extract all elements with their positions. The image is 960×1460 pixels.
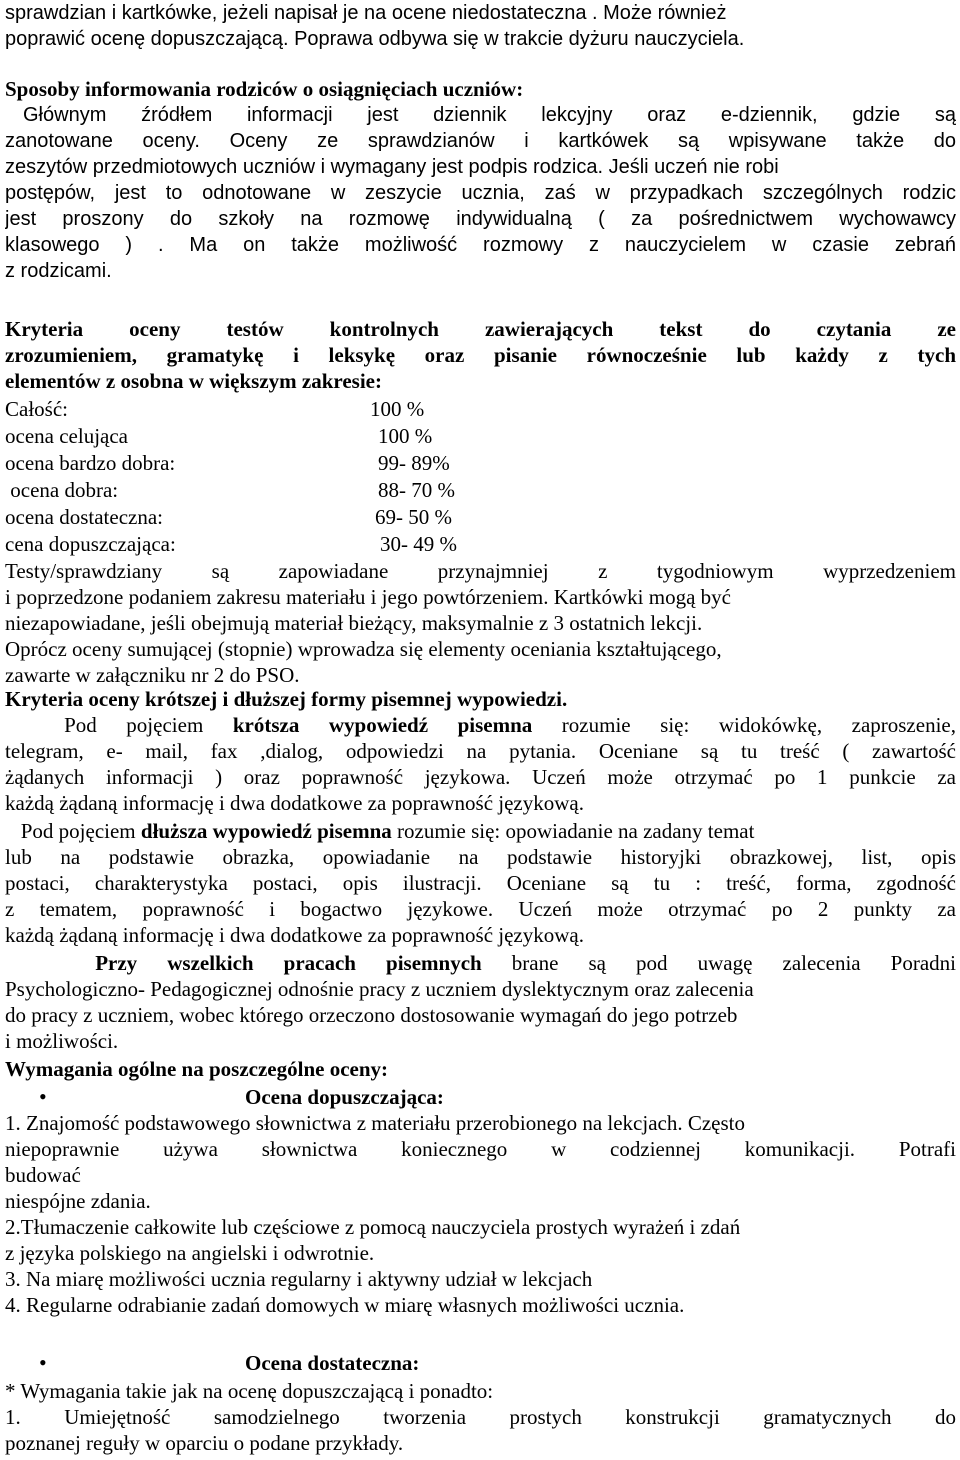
paragraph-line: Głównym źródłem informacji jest dziennik lekcyjny oraz e-dziennik, gdzie są (23, 104, 956, 126)
paragraph-line: Oprócz oceny sumującej (stopnie) wprowadza się elementy oceniania kształtującego, (5, 637, 722, 661)
paragraph-line: Testy/sprawdziany są zapowiadane przynajmniej z tygodniowym wyprzedzeniem (5, 559, 956, 583)
bullet-icon: • (39, 1084, 47, 1109)
grade-label: ocena celująca (5, 424, 128, 448)
paragraph-line: 1. Znajomość podstawowego słownictwa z materiału przerobionego na lekcjach. Często (5, 1111, 746, 1135)
paragraph-line: niepoprawnie używa słownictwa koniecznego w codziennej komunikacji. Potrafi (5, 1137, 956, 1161)
paragraph-line: z języka polskiego na angielski i odwrotnie. (5, 1241, 375, 1265)
paragraph-line: z rodzicami. (5, 260, 112, 282)
paragraph-line: zawarte w załączniku nr 2 do PSO. (5, 663, 300, 687)
term-all-written: Przy wszelkich pracach pisemnych (5, 951, 482, 975)
grade-value: 69- 50 % (375, 505, 452, 529)
term-short-form: krótsza wypowiedź pisemna (232, 713, 533, 737)
bullet-icon: • (39, 1350, 47, 1375)
paragraph-line (5, 712, 956, 738)
paragraph-line (5, 950, 956, 976)
paragraph-line: jest proszony do szkoły na rozmowę indywidualną ( za pośrednictwem wychowawcy (5, 208, 956, 230)
paragraph-line: poprawić ocenę dopuszczającą. Poprawa odbywa się w trakcie dyżuru nauczyciela. (5, 28, 745, 50)
paragraph-line: sprawdzian i kartkówke, jeżeli napisał je na ocene niedostateczna . Może również (5, 2, 727, 24)
paragraph-line: i możliwości. (5, 1029, 119, 1053)
line-text: Pod pojęciem (5, 713, 233, 737)
paragraph-line (5, 154, 956, 180)
grade-value: 100 % (370, 397, 425, 421)
grade-label: ocena bardzo dobra: (5, 451, 176, 475)
grade-value: 30- 49 % (380, 532, 457, 556)
grade-value: 88- 70 % (378, 478, 455, 502)
grade-value: 100 % (378, 424, 433, 448)
line-text-tail: Jeśli uczeń nie robi (603, 156, 779, 178)
paragraph-line: żądanych informacji ) oraz poprawność językowa. Uczeń może otrzymać po 1 punkcie za (5, 765, 956, 789)
section-heading-criteria: elementów z osobna w większym zakresie: (5, 369, 382, 393)
grade-label: Całość: (5, 397, 68, 421)
term-long-form: dłuższa wypowiedź pisemna (140, 819, 392, 843)
grade-value: 99- 89% (378, 451, 450, 475)
paragraph-line: każdą żądaną informację i dwa dodatkowe za poprawność językową. (5, 923, 584, 947)
paragraph-line: 1. Umiejętność samodzielnego tworzenia prostych konstrukcji gramatycznych do (5, 1405, 956, 1429)
paragraph-line: * Wymagania takie jak na ocenę dopuszczającą i ponadto: (5, 1379, 494, 1403)
line-text: brane są pod uwagę zalecenia Poradni (481, 951, 956, 975)
grade-title: Ocena dopuszczająca: (245, 1085, 444, 1109)
section-heading-requirements: Wymagania ogólne na poszczególne oceny: (5, 1057, 389, 1081)
line-text: rozumie się: widokówkę, zaproszenie, (532, 713, 956, 737)
paragraph-line: każdą żądaną informację i dwa dodatkowe za poprawność językową. (5, 791, 584, 815)
paragraph-line: niespójne zdania. (5, 1189, 151, 1213)
paragraph-line: z tematem, poprawność i bogactwo językowe. Uczeń może otrzymać po 2 punkty za (5, 897, 956, 921)
section-heading-criteria: zrozumieniem, gramatykę i leksykę oraz pisanie równocześnie lub każdy z tych (5, 343, 956, 367)
paragraph-line: Psychologiczno- Pedagogicznej odnośnie pracy z uczniem dyslektycznym oraz zalecenia (5, 977, 754, 1001)
grade-label: ocena dobra: (5, 478, 119, 502)
paragraph-line: budować (5, 1163, 81, 1187)
grade-title: Ocena dostateczna: (245, 1351, 420, 1375)
paragraph-line: 3. Na miarę możliwości ucznia regularny i aktywny udział w lekcjach (5, 1267, 593, 1291)
paragraph-line: i poprzedzone podaniem zakresu materiału i jego powtórzeniem. Kartkówki mogą być (5, 585, 731, 609)
paragraph-line: 2.Tłumaczenie całkowite lub częściowe z pomocą nauczyciela prostych wyrażeń i zdań (5, 1215, 741, 1239)
section-heading-written: Kryteria oceny krótszej i dłuższej formy pisemnej wypowiedzi. (5, 687, 568, 711)
grade-label: cena dopuszczająca: (5, 532, 176, 556)
section-heading-criteria: Kryteria oceny testów kontrolnych zawierających tekst do czytania ze (5, 317, 956, 341)
line-text: Pod pojęciem (5, 819, 141, 843)
paragraph-line: zanotowane oceny. Oceny ze sprawdzianów i kartkówek są wpisywane także do (5, 130, 956, 152)
grade-label: ocena dostateczna: (5, 505, 163, 529)
paragraph-line: postaci, charakterystyka postaci, opis ilustracji. Oceniane są tu : treść, forma, zgodność (5, 871, 956, 895)
section-heading-informing: Sposoby informowania rodziców o osiągnięciach uczniów: (5, 77, 524, 101)
paragraph-line: niezapowiadane, jeśli obejmują materiał bieżący, maksymalnie z 3 ostatnich lekcji. (5, 611, 703, 635)
paragraph-line: postępów, jest to odnotowane w zeszycie ucznia, zaś w przypadkach szczególnych rodzic (5, 182, 956, 204)
paragraph-line: do pracy z uczniem, wobec którego orzeczono dostosowanie wymagań do jego potrzeb (5, 1003, 738, 1027)
line-text: zeszytów przedmiotowych uczniów i wymagany jest podpis rodzica. (5, 156, 604, 178)
paragraph-line (5, 818, 956, 844)
paragraph-line: 4. Regularne odrabianie zadań domowych w miarę własnych możliwości ucznia. (5, 1293, 685, 1317)
line-text: rozumie się: opowiadanie na zadany temat (391, 819, 755, 843)
paragraph-line: poznanej reguły w oparciu o podane przykłady. (5, 1431, 404, 1455)
paragraph-line: telegram, e- mail, fax ,dialog, odpowiedzi na pytania. Oceniane są tu treść ( zawartość (5, 739, 956, 763)
paragraph-line: klasowego ) . Ma on także możliwość rozmowy z nauczycielem w czasie zebrań (5, 234, 956, 256)
paragraph-line: lub na podstawie obrazka, opowiadanie na podstawie historyjki obrazkowej, list, opis (5, 845, 956, 869)
